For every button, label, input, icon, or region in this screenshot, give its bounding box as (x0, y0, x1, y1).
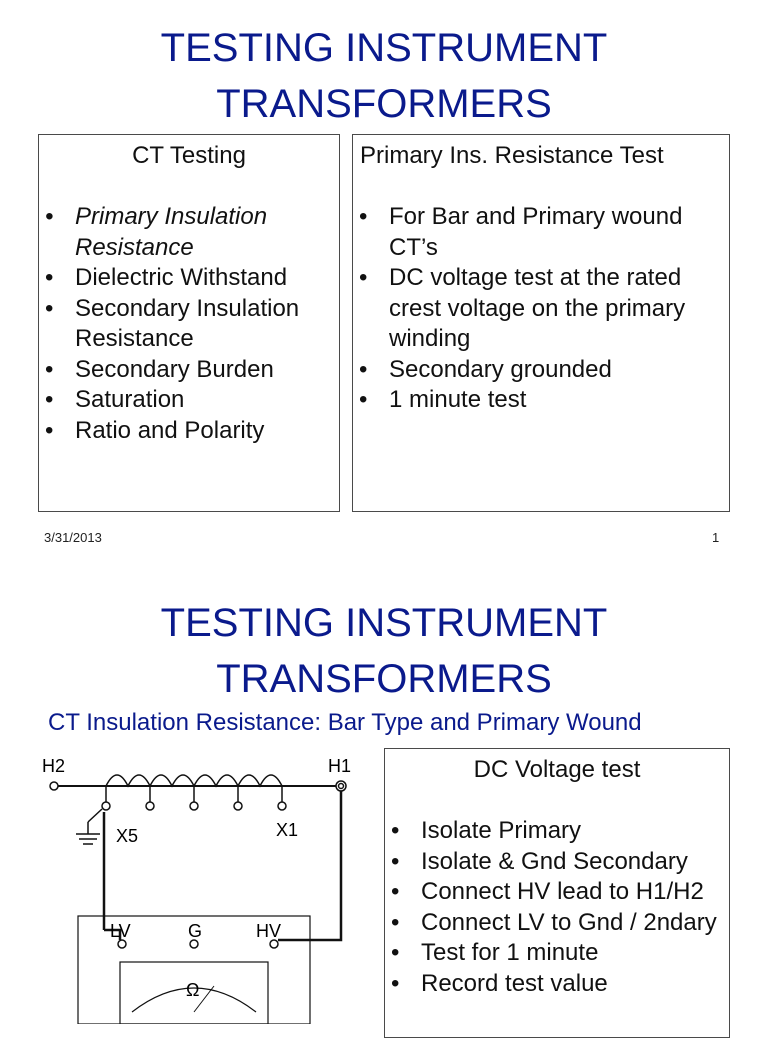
list-item: • DC voltage test at the rated crest voltage on the primary winding (353, 263, 729, 355)
primary-ins-list (353, 202, 729, 416)
primary-ins-heading: Primary Ins. Resistance Test (360, 142, 664, 169)
ct-testing-list (39, 202, 339, 446)
list-item: • Record test value (385, 969, 729, 1000)
slide-date: 3/31/2013 (44, 530, 102, 545)
dc-voltage-box (384, 748, 730, 1038)
list-item: • Isolate & Gnd Secondary (385, 847, 729, 878)
list-item: • Secondary Burden (39, 355, 339, 386)
lv-label: LV (110, 921, 131, 941)
list-item: • Saturation (39, 385, 339, 416)
list-item: • Secondary grounded (353, 355, 729, 386)
list-item: • Connect LV to Gnd / 2ndary (385, 908, 729, 939)
list-item: • Connect HV lead to H1/H2 (385, 877, 729, 908)
slide1-title (0, 20, 768, 132)
list-item: • For Bar and Primary wound CT’s (353, 202, 729, 263)
slide1-title-line2: TRANSFORMERS (216, 82, 552, 126)
slide1-title-line1: TESTING INSTRUMENT (160, 26, 608, 70)
h2-label: H2 (42, 756, 66, 776)
dc-voltage-heading: DC Voltage test (473, 756, 641, 783)
g-label: G (188, 921, 203, 941)
x1-label: X1 (276, 820, 299, 840)
slide2-title-line2: TRANSFORMERS (216, 657, 552, 701)
list-item: • Dielectric Withstand (39, 263, 339, 294)
hv-label: HV (256, 921, 282, 941)
ct-circuit-diagram (36, 750, 376, 1024)
list-item: • Test for 1 minute (385, 938, 729, 969)
primary-ins-box (352, 134, 730, 512)
slide2-title (0, 595, 768, 707)
h1-label: H1 (328, 756, 352, 776)
list-item: • Ratio and Polarity (39, 416, 339, 447)
slide2-title-line1: TESTING INSTRUMENT (160, 601, 608, 645)
ct-testing-box (38, 134, 340, 512)
ct-insulation-diagram (36, 750, 376, 1024)
page-number: 1 (712, 530, 720, 545)
dc-voltage-list (385, 816, 729, 999)
ct-testing-heading: CT Testing (132, 142, 246, 169)
list-item: • Isolate Primary (385, 816, 729, 847)
list-item: • Primary Insulation Resistance (39, 202, 339, 263)
slide2-subtitle: CT Insulation Resistance: Bar Type and Primary Wound (48, 709, 642, 736)
x5-label: X5 (116, 826, 139, 846)
list-item: • Secondary Insulation Resistance (39, 294, 339, 355)
ohm-symbol: Ω (186, 980, 200, 1000)
list-item: • 1 minute test (353, 385, 729, 416)
h2-terminal (50, 782, 58, 790)
